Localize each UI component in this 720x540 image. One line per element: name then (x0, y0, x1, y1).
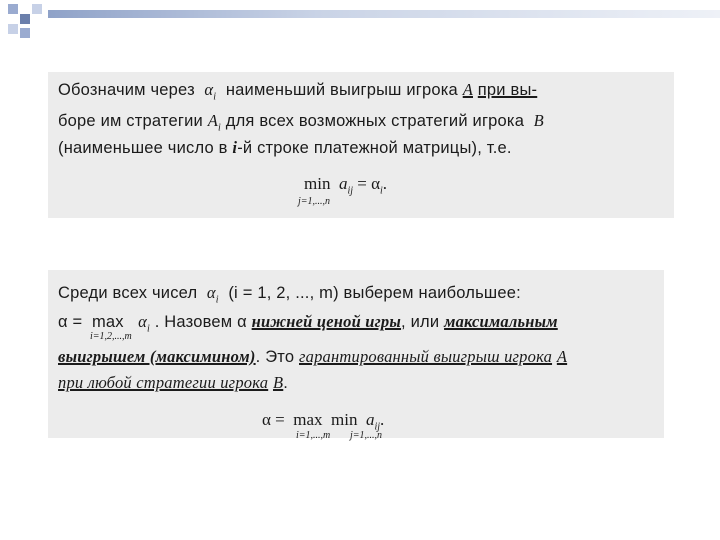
payoff-symbol: a (338, 174, 348, 193)
text: . Назовем (154, 313, 233, 331)
subscript: i (213, 91, 217, 103)
decorative-header (0, 0, 720, 40)
index-i: i (232, 138, 238, 157)
alpha-symbol: α (204, 80, 214, 99)
player-a-symbol: A (462, 80, 473, 99)
block1-line-3 (58, 138, 512, 158)
block2-line-1 (58, 283, 521, 305)
text: . (380, 410, 385, 429)
block1-line-2 (58, 111, 544, 133)
equals-alpha: = α (357, 174, 381, 193)
deco-square (8, 4, 18, 14)
alpha-symbol: α (138, 312, 147, 331)
deco-square (32, 4, 42, 14)
text: , или (401, 313, 440, 331)
subscript: i (380, 185, 383, 197)
subscript: ij (374, 421, 381, 433)
player-a-symbol: A (556, 347, 568, 366)
alpha-symbol: α (206, 283, 216, 302)
subscript: i (146, 323, 150, 335)
subscript: i (215, 294, 219, 306)
alpha-symbol: α (237, 313, 247, 331)
player-b-symbol: B (272, 373, 284, 392)
subscript: i (218, 122, 221, 134)
deco-square (20, 28, 30, 38)
block2-line-2 (58, 312, 558, 334)
player-b-symbol: B (533, 111, 544, 130)
term-maximin: выигрышем (максимином) (58, 347, 256, 366)
deco-square (8, 24, 18, 34)
deco-gradient-bar (48, 10, 720, 18)
min-operator: min (331, 410, 358, 429)
deco-square (20, 14, 30, 24)
text: при вы- (477, 81, 538, 99)
text: -й строке платежной матрицы), т.е. (237, 139, 512, 157)
text: наименьший выигрыш игрока (225, 81, 458, 99)
formula-max-range: i=1,...,m (296, 430, 331, 441)
text: (наименьшее число в (58, 139, 228, 157)
block2-line-3 (58, 347, 567, 367)
block2-line-4 (58, 373, 288, 393)
block1-line-1 (58, 80, 537, 102)
formula-min-range: j=1,...,n (298, 196, 331, 207)
formula-min-range: j=1,...,n (350, 430, 383, 441)
term-guaranteed-gain: гарантированный выигрыш игрока (299, 347, 553, 366)
max-operator: max (91, 313, 124, 331)
strategy-symbol: A (207, 111, 218, 130)
max-range: i=1,2,...,m (90, 331, 132, 342)
max-operator: max (293, 410, 323, 429)
term-maximal: максимальным (444, 312, 558, 331)
min-operator: min (304, 174, 331, 193)
text: . Это (255, 348, 295, 366)
text: при любой стратегии игрока (58, 373, 269, 392)
subscript: ij (347, 185, 354, 197)
text: Среди всех чисел (58, 284, 198, 302)
text: Обозначим через (58, 81, 195, 99)
text: (i = 1, 2, ..., m) выберем наибольшее: (228, 284, 521, 302)
formula-min (304, 174, 387, 196)
text: . (382, 174, 388, 193)
text: . (283, 374, 289, 392)
text: боре им стратегии (58, 112, 203, 130)
text: для всех возможных стратегий игрока (225, 112, 525, 130)
payoff-symbol: a (365, 410, 375, 429)
text: α = (58, 313, 83, 331)
text: α = (262, 410, 285, 429)
term-lower-value: нижней ценой игры (251, 312, 402, 331)
